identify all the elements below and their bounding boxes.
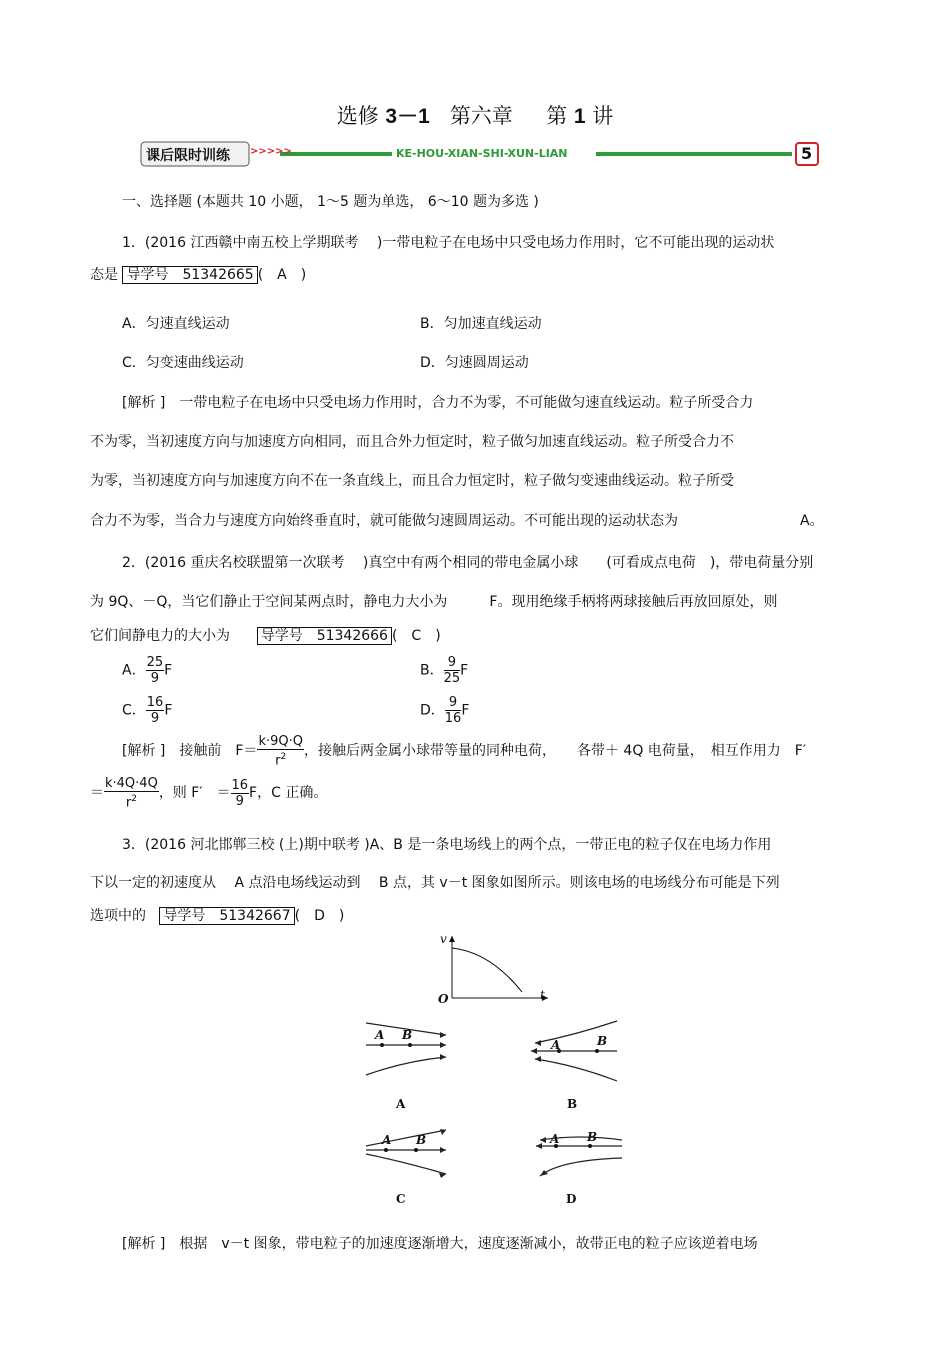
q1-explanation-line2: 不为零，当初速度方向与加速度方向相同，而且合外力恒定时，粒子做匀加速直线运动。粒子所受合力不 [90, 434, 734, 450]
vt-curve [452, 948, 522, 992]
origin-label: O [438, 992, 449, 1006]
q2-stem-line3: 它们间静电力的大小为 导学号 51342666 ( C ) [90, 628, 441, 644]
q1-stem-line2: 态是 导学号 51342665 ( A ) [90, 267, 307, 283]
banner-badge: 5 [801, 144, 813, 163]
q1-option-a: A．匀速直线运动 [122, 316, 230, 332]
q2-explanation-line1: [解析 ] 接触前 F＝ $\frac{k\cdot 9Q\cdot Q}{r^2}$ ，接触后两金属小球带等量的同种电荷， 各带＋ 4Q 电荷量， 相互作用力 F′ [122, 734, 807, 769]
q2-option-b: B． $\frac{9}{25}$ F [420, 655, 469, 686]
point-a-label: A [551, 1038, 561, 1052]
field-diagram-d-svg [530, 1118, 625, 1208]
q2-answer: ( C ) [391, 628, 441, 644]
q1-option-d: D．匀速圆周运动 [420, 355, 529, 371]
point-a-label: A [375, 1028, 385, 1042]
q2-option-c: C． $\frac{16}{9}$ F [122, 695, 173, 726]
section-heading: 一、选择题 (本题共 10 小题， 1～5 题为单选， 6～10 题为多选 ) [122, 194, 539, 210]
q1-explanation-answer: A。 [800, 513, 824, 529]
q2-option-d: D． $\frac{9}{16}$ F [420, 695, 470, 726]
field-diagram-b-svg [525, 1015, 620, 1085]
q2-stem-line1: 2．(2016 重庆名校联盟第一次联考 )真空中有两个相同的带电金属小球 (可看成点电荷 )，带电荷量分别 [122, 555, 814, 571]
point-b-label: B [597, 1034, 608, 1048]
section-banner [140, 140, 822, 168]
q2-explanation-line2: ＝ $\frac{k\cdot 4Q\cdot 4Q}{r^2}$ ，则 F′ ＝ $\frac{16}{9}$ F，C 正确。 [90, 776, 328, 811]
q1-code-box: 导学号 51342665 [122, 266, 257, 284]
q1-explanation-line1: [解析 ] 一带电粒子在电场中只受电场力作用时，合力不为零，不可能做匀速直线运动。粒子所受合力 [122, 395, 754, 411]
q1-option-b: B．匀加速直线运动 [420, 316, 542, 332]
q3-stem-line1: 3．(2016 河北邯郸三校 (上)期中联考 )A、B 是一条电场线上的两个点，一带正电的粒子仅在电场力作用 [122, 837, 772, 853]
page-title: 选修 3－1 第六章 第 1 讲 [336, 104, 614, 128]
point-b-label: B [416, 1133, 427, 1147]
point-b-label: B [402, 1028, 413, 1042]
field-diagram-b [525, 1015, 620, 1115]
option-d-label: D [566, 1192, 577, 1206]
q2-code-box: 导学号 51342666 [257, 627, 392, 645]
q2-stem-line2: 为 9Q、－Q，当它们静止于空间某两点时，静电力大小为 F。现用绝缘手柄将两球接触后再放回原处，则 [90, 594, 778, 610]
field-diagram-c [360, 1128, 455, 1228]
q3-explanation-line1: [解析 ] 根据 v－t 图象，带电粒子的加速度逐渐增大，速度逐渐减小，故带正电的粒子应该逆着电场 [122, 1236, 758, 1252]
vt-graph [430, 930, 560, 1010]
q3-code-box: 导学号 51342667 [159, 907, 294, 925]
q1-explanation-line4: 合力不为零，当合力与速度方向始终垂直时，就可能做匀速圆周运动。不可能出现的运动状态为 [90, 513, 678, 529]
banner-pinyin: KE-HOU-XIAN-SHI-XUN-LIAN [396, 147, 568, 160]
q1-stem-line1: 1．(2016 江西赣中南五校上学期联考 )一带电粒子在电场中只受电场力作用时，它不可能出现的运动状 [122, 235, 775, 251]
q3-answer: ( D ) [294, 908, 345, 924]
q3-stem-line2: 下以一定的初速度从 A 点沿电场线运动到 B 点，其 v－t 图象如图所示。则该电场的电场线分布可能是下列 [90, 875, 780, 891]
q1-answer: ( A ) [257, 267, 307, 283]
banner-arrows: >>>>> [250, 146, 292, 157]
v-axis-label: v [440, 932, 447, 946]
field-diagram-c-svg [360, 1128, 455, 1208]
option-c-label: C [396, 1192, 406, 1206]
field-diagram-d [530, 1118, 625, 1228]
q1-explanation-line3: 为零，当初速度方向与加速度方向不在一条直线上，而且合力恒定时，粒子做匀变速曲线运动。粒子所受 [90, 473, 734, 489]
banner-title: 课后限时训练 [146, 148, 230, 164]
field-diagram-a [360, 1015, 455, 1115]
field-diagram-a-svg [360, 1015, 455, 1085]
point-a-label: A [550, 1132, 560, 1146]
t-axis-label: t [540, 988, 545, 1002]
point-b-label: B [587, 1130, 598, 1144]
q3-stem-line3: 选项中的 导学号 51342667 ( D ) [90, 908, 345, 924]
q2-option-a: A． $\frac{25}{9}$ F [122, 655, 173, 686]
point-a-label: A [382, 1133, 392, 1147]
q1-option-c: C．匀变速曲线运动 [122, 355, 244, 371]
option-b-label: B [567, 1097, 578, 1111]
option-a-label: A [396, 1097, 406, 1111]
